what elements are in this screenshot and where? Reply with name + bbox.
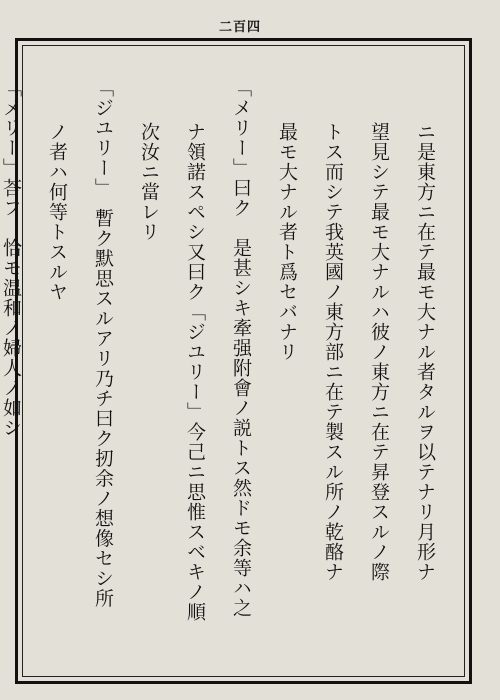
text-column: ナ領諾スペシ又曰ク「ジユリー」今己ニ思惟スベキノ順 [184,122,206,622]
text-column: 望見シテ最モ大ナルハ彼ノ東方ニ在テ昇登スルノ際 [368,122,390,582]
page-number: 二百四 [218,20,261,35]
text-column: 次汝ニ當レリ [138,122,160,242]
vertical-text-block [0,78,448,663]
text-column: ニ是東方ニ在テ最モ大ナル者タルヲ以テナリ月形ナ [414,122,436,582]
text-column: トス而シテ我英國ノ東方部ニ在テ製スル所ノ乾酪ナ [322,122,344,582]
text-column: 「ジユリー」 暫ク默思スルアリ乃チ曰ク扨余ノ想像セシ所 [92,78,114,609]
text-column: 「メリー」曰ク 是甚シキ牽强附會ノ説トス然ドモ余等ハ之 [230,78,252,618]
text-column: 「メリー」荅フ 恰モ温和ノ婦人ノ如シ [0,78,22,438]
text-column: ノ者ハ何等トスルヤ [46,122,68,302]
text-column: 最モ大ナル者ト爲セバナリ [276,122,298,362]
